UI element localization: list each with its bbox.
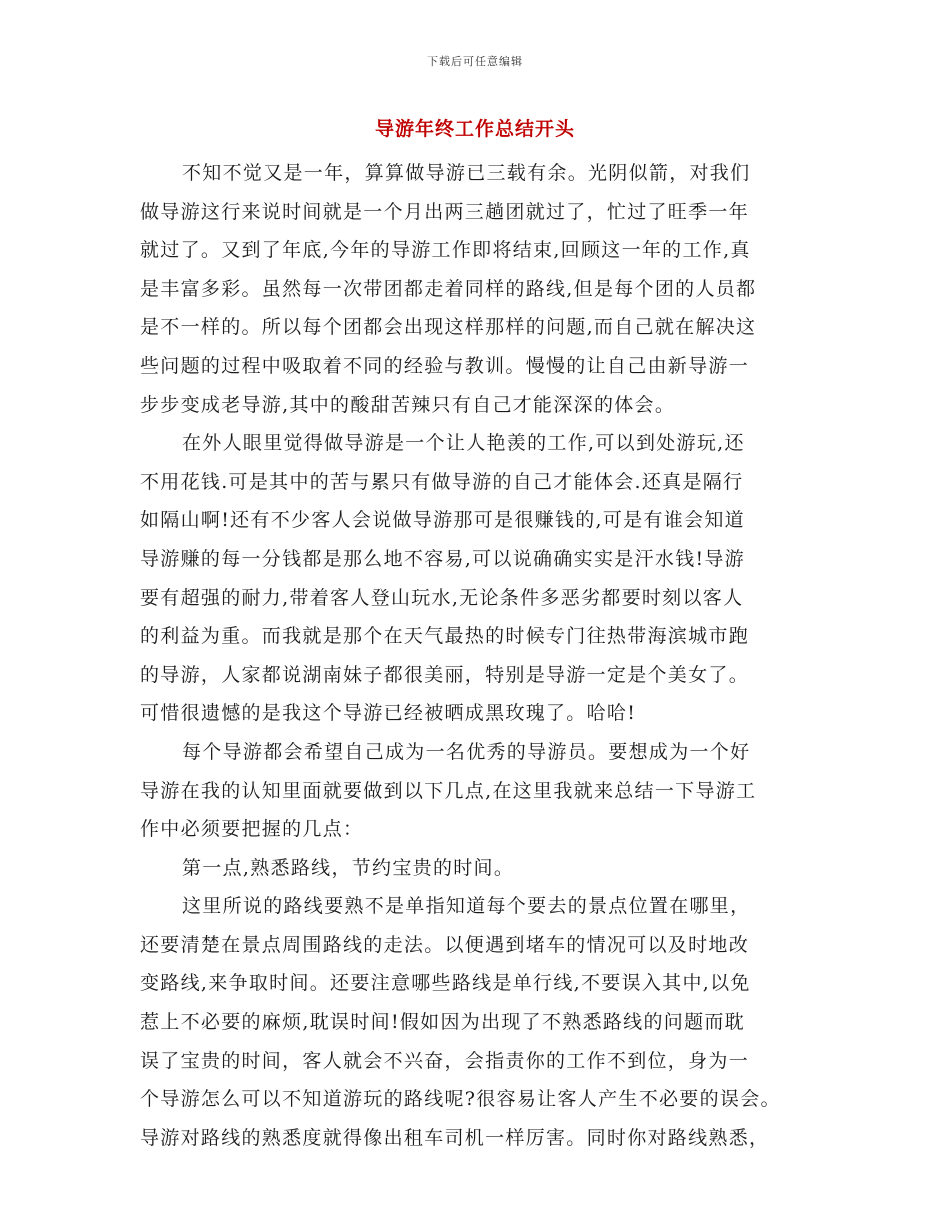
body-line: 在外人眼里觉得做导游是一个让人艳羡的工作,可以到处游玩,还 [182, 432, 745, 455]
body-line: 就过了。又到了年底,今年的导游工作即将结束,回顾这一年的工作,真 [140, 239, 751, 262]
body-line: 可惜很遗憾的是我这个导游已经被晒成黑玫瑰了。哈哈! [140, 702, 637, 725]
body-line: 些问题的过程中吸取着不同的经验与教训。慢慢的让自己由新导游一 [140, 354, 750, 377]
body-line: 是丰富多彩。虽然每一次带团都走着同样的路线,但是每个团的人员都 [140, 277, 757, 300]
body-line: 每个导游都会希望自己成为一名优秀的导游员。要想成为一个好 [182, 740, 751, 763]
document-body [140, 154, 820, 1157]
body-line: 变路线,来争取时间。还要注意哪些路线是单行线,不要误入其中,以免 [140, 972, 751, 995]
body-line: 是不一样的。所以每个团都会出现这样那样的问题,而自己就在解决这 [140, 316, 757, 339]
body-line: 做导游这行来说时间就是一个月出两三趟团就过了，忙过了旺季一年 [140, 200, 750, 223]
body-line: 的利益为重。而我就是那个在天气最热的时候专门往热带海滨城市跑 [140, 625, 750, 648]
body-line: 步步变成老导游,其中的酸甜苦辣只有自己才能深深的体会。 [140, 393, 676, 416]
body-line: 的导游，人家都说湖南妹子都很美丽，特别是导游一定是个美女了。 [140, 663, 750, 686]
body-line: 不用花钱.可是其中的苦与累只有做导游的自己才能体会.还真是隔行 [140, 470, 744, 493]
body-line: 不知不觉又是一年，算算做导游已三载有余。光阴似箭，对我们 [182, 162, 751, 184]
body-line: 如隔山啊!还有不少客人会说做导游那可是很赚钱的,可是有谁会知道 [140, 509, 745, 532]
body-line: 导游赚的每一分钱都是那么地不容易,可以说确确实实是汗水钱!导游 [140, 547, 745, 570]
body-line: 惹上不必要的麻烦,耽误时间!假如因为出现了不熟悉路线的问题而耽 [140, 1011, 745, 1034]
body-line: 个导游怎么可以不知道游玩的路线呢?很容易让客人产生不必要的误会。 [140, 1088, 781, 1111]
body-line: 这里所说的路线要熟不是单指知道每个要去的景点位置在哪里， [182, 895, 751, 918]
page-header-note: 下载后可任意编辑 [427, 55, 523, 68]
body-line: 要有超强的耐力,带着客人登山玩水,无论条件多恶劣都要时刻以客人 [140, 586, 744, 609]
body-line: 导游对路线的熟悉度就得像出租车司机一样厉害。同时你对路线熟悉， [140, 1126, 770, 1149]
body-line: 第一点,熟悉路线，节约宝贵的时间。 [182, 856, 515, 879]
document-title: 导游年终工作总结开头 [374, 118, 575, 140]
body-line: 作中必须要把握的几点： [140, 818, 364, 841]
body-line: 还要清楚在景点周围路线的走法。以便遇到堵车的情况可以及时地改 [140, 933, 750, 956]
body-line: 导游在我的认知里面就要做到以下几点,在这里我就来总结一下导游工 [140, 779, 757, 802]
body-line: 误了宝贵的时间，客人就会不兴奋，会指责你的工作不到位，身为一 [140, 1049, 750, 1072]
